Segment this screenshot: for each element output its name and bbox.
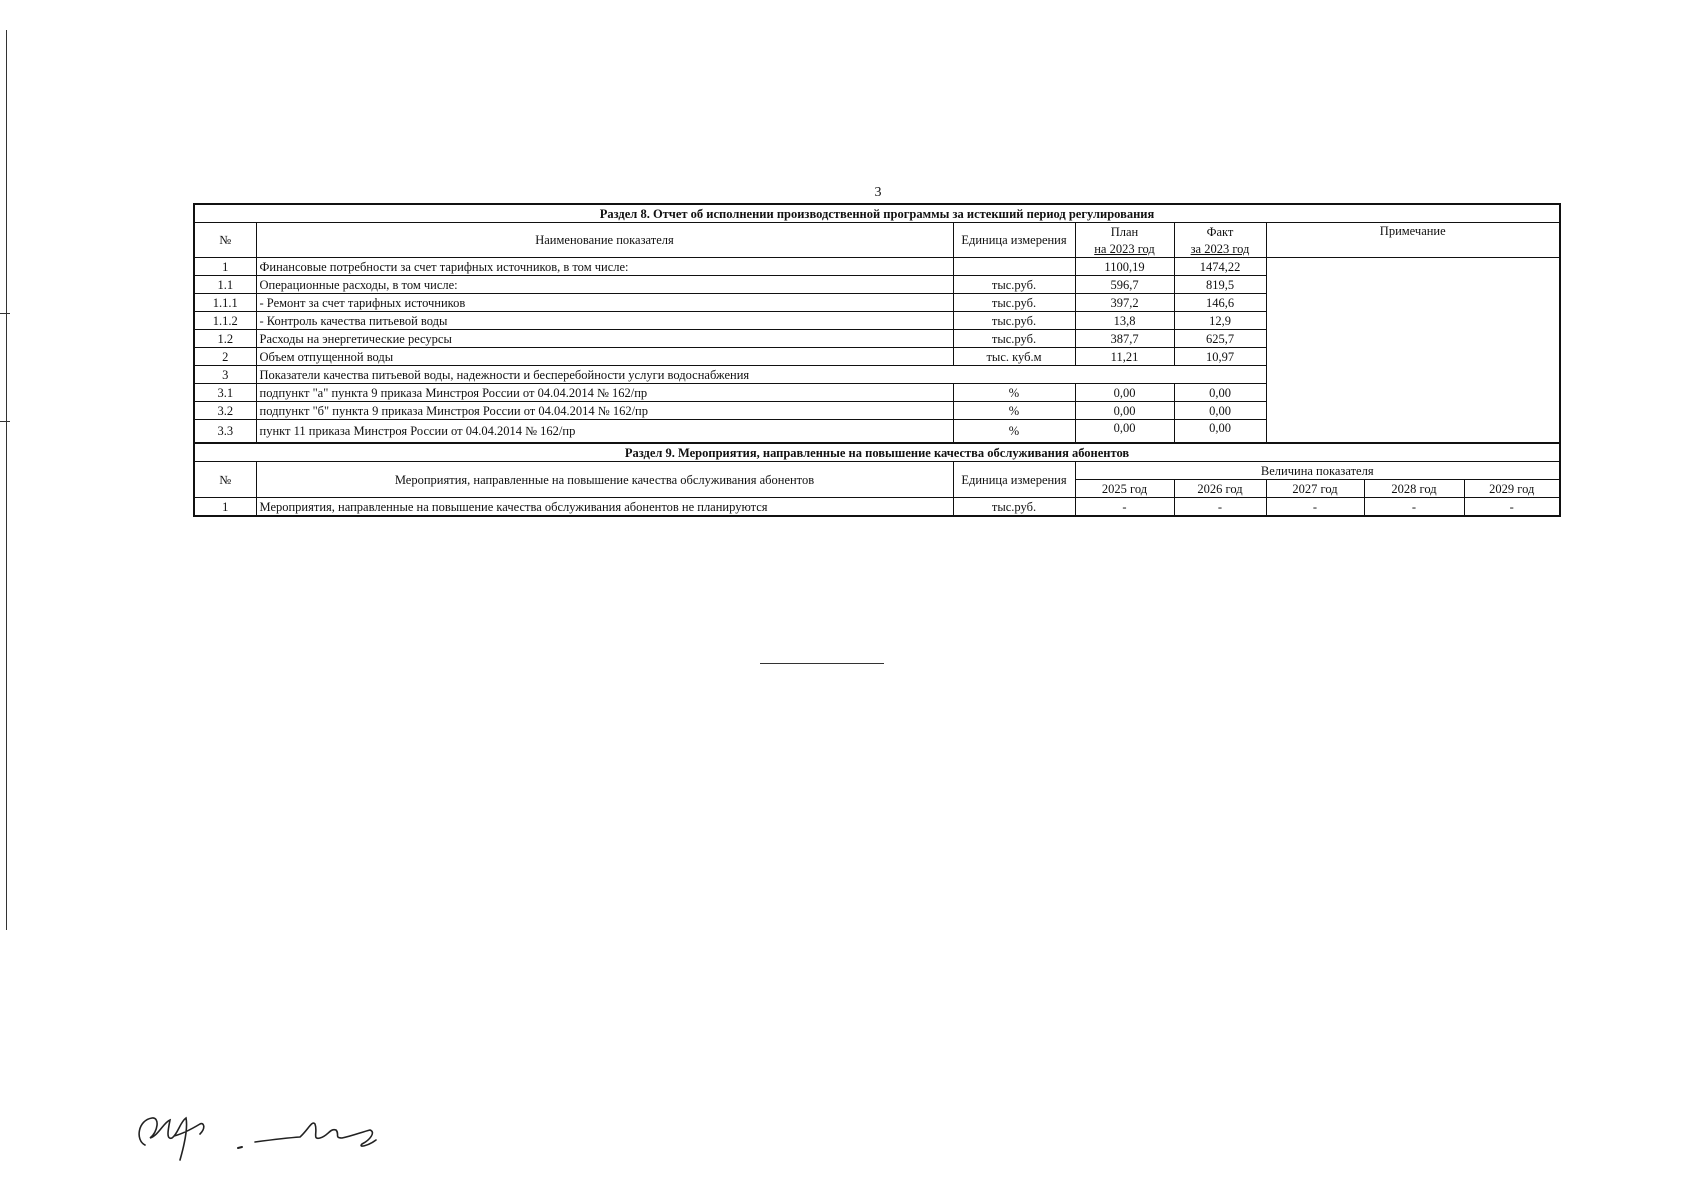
- report-table: [193, 203, 1561, 517]
- page-edge-tick: [0, 421, 10, 422]
- row-num: 3: [194, 366, 256, 384]
- row-num: 1.2: [194, 330, 256, 348]
- header-name: Мероприятия, направленные на повышение качества обслуживания абонентов: [256, 462, 953, 498]
- header-year: 2029 год: [1464, 480, 1560, 498]
- row-value: -: [1364, 498, 1464, 517]
- row-fact: 146,6: [1174, 294, 1266, 312]
- row-fact: 625,7: [1174, 330, 1266, 348]
- row-unit: тыс.руб.: [953, 294, 1075, 312]
- note-cell: [1266, 258, 1560, 444]
- row-fact: 0,00: [1174, 402, 1266, 420]
- row-fact: 12,9: [1174, 312, 1266, 330]
- row-unit: %: [953, 402, 1075, 420]
- row-plan: 13,8: [1075, 312, 1174, 330]
- header-unit: Единица измерения: [953, 223, 1075, 258]
- row-num: 3.2: [194, 402, 256, 420]
- row-unit: тыс.руб.: [953, 330, 1075, 348]
- header-note: Примечание: [1266, 223, 1560, 258]
- row-fact: 10,97: [1174, 348, 1266, 366]
- page-edge-tick: [0, 313, 10, 314]
- row-value: -: [1464, 498, 1560, 517]
- table-row: [194, 258, 1560, 276]
- row-num: 2: [194, 348, 256, 366]
- row-unit: тыс. куб.м: [953, 348, 1075, 366]
- row-unit: тыс.руб.: [953, 276, 1075, 294]
- row-unit: тыс.руб.: [953, 312, 1075, 330]
- header-num: №: [194, 462, 256, 498]
- row-plan: 596,7: [1075, 276, 1174, 294]
- header-year: 2025 год: [1075, 480, 1174, 498]
- page-number: 3: [874, 185, 882, 200]
- row-name: Объем отпущенной воды: [256, 348, 953, 366]
- header-year: 2026 год: [1174, 480, 1266, 498]
- row-num: 1: [194, 498, 256, 517]
- row-name: подпункт "а" пункта 9 приказа Минстроя России от 04.04.2014 № 162/пр: [256, 384, 953, 402]
- row-plan: 0,00: [1075, 384, 1174, 402]
- end-rule: [760, 663, 884, 664]
- header-fact-line1: Факт: [1174, 223, 1266, 241]
- section8-header-row: [194, 223, 1560, 241]
- row-plan: 1100,19: [1075, 258, 1174, 276]
- header-plan-line2: на 2023 год: [1075, 240, 1174, 258]
- row-num: 3.3: [194, 420, 256, 444]
- row-unit: %: [953, 420, 1075, 444]
- row-name: подпункт "б" пункта 9 приказа Минстроя России от 04.04.2014 № 162/пр: [256, 402, 953, 420]
- row-num: 1.1.1: [194, 294, 256, 312]
- header-year: 2027 год: [1266, 480, 1364, 498]
- section9-title-row: [194, 443, 1560, 462]
- header-fact-line2: за 2023 год: [1174, 240, 1266, 258]
- row-name: - Контроль качества питьевой воды: [256, 312, 953, 330]
- row-num: 1: [194, 258, 256, 276]
- header-year: 2028 год: [1364, 480, 1464, 498]
- section9-header-row: [194, 462, 1560, 480]
- row-value: -: [1174, 498, 1266, 517]
- row-num: 3.1: [194, 384, 256, 402]
- row-plan: 11,21: [1075, 348, 1174, 366]
- row-plan: 0,00: [1075, 420, 1174, 444]
- row-num: 1.1.2: [194, 312, 256, 330]
- section8-title: Раздел 8. Отчет об исполнении производственной программы за истекший период регулирования: [194, 204, 1560, 223]
- row-unit: тыс.руб.: [953, 498, 1075, 517]
- row-fact: 0,00: [1174, 384, 1266, 402]
- row-name: Расходы на энергетические ресурсы: [256, 330, 953, 348]
- row-name: Операционные расходы, в том числе:: [256, 276, 953, 294]
- row-plan: 0,00: [1075, 402, 1174, 420]
- header-unit: Единица измерения: [953, 462, 1075, 498]
- row-name: Показатели качества питьевой воды, надежности и бесперебойности услуги водоснабжения: [256, 366, 1266, 384]
- header-value-group: Величина показателя: [1075, 462, 1560, 480]
- row-unit: %: [953, 384, 1075, 402]
- report-sheet: [193, 203, 1559, 517]
- table-row: [194, 498, 1560, 517]
- handwritten-signature: [130, 1100, 430, 1170]
- header-plan-line1: План: [1075, 223, 1174, 241]
- row-plan: 387,7: [1075, 330, 1174, 348]
- row-fact: 0,00: [1174, 420, 1266, 444]
- row-fact: 1474,22: [1174, 258, 1266, 276]
- row-unit: [953, 258, 1075, 276]
- row-name: пункт 11 приказа Минстроя России от 04.04.2014 № 162/пр: [256, 420, 953, 444]
- row-plan: 397,2: [1075, 294, 1174, 312]
- row-num: 1.1: [194, 276, 256, 294]
- row-name: Мероприятия, направленные на повышение качества обслуживания абонентов не планируются: [256, 498, 953, 517]
- row-value: -: [1266, 498, 1364, 517]
- header-name: Наименование показателя: [256, 223, 953, 258]
- header-num: №: [194, 223, 256, 258]
- row-fact: 819,5: [1174, 276, 1266, 294]
- section8-title-row: [194, 204, 1560, 223]
- row-name: - Ремонт за счет тарифных источников: [256, 294, 953, 312]
- row-name: Финансовые потребности за счет тарифных источников, в том числе:: [256, 258, 953, 276]
- section9-title: Раздел 9. Мероприятия, направленные на повышение качества обслуживания абонентов: [194, 443, 1560, 462]
- row-value: -: [1075, 498, 1174, 517]
- page-edge-line: [6, 30, 7, 930]
